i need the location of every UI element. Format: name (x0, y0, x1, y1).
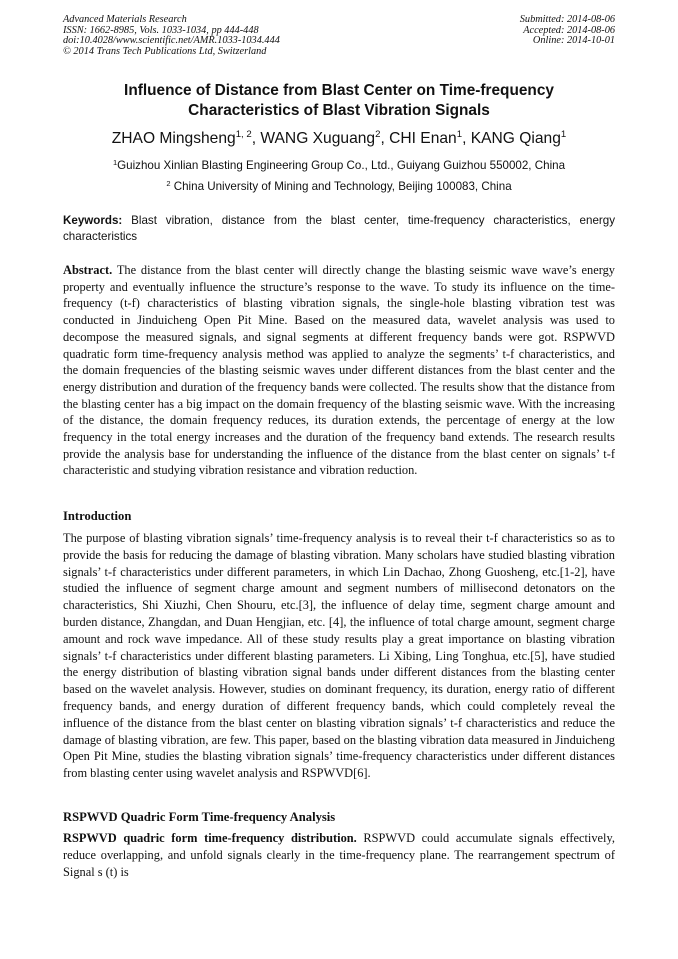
author-affiliation-mark: 1, 2 (235, 129, 252, 140)
author-name: CHI Enan (389, 130, 457, 147)
affiliation-2 (63, 179, 615, 194)
keywords-text: Blast vibration, distance from the blast center, time-frequency characteristics, energy characteristics (63, 214, 615, 243)
author-affiliation-mark: 1 (456, 129, 463, 140)
affiliation-text: China University of Mining and Technology, Beijing 100083, China (170, 180, 512, 193)
journal-header-left (63, 15, 280, 57)
author-affiliation-mark: 2 (375, 129, 381, 140)
rspwvd-paragraph (63, 830, 615, 880)
submitted-date: Submitted: 2014-08-06 (519, 14, 615, 25)
journal-issn: ISSN: 1662-8985, Vols. 1033-1034, pp 444-448 (63, 24, 259, 36)
accepted-date: Accepted: 2014-08-06 (523, 24, 615, 36)
online-date: Online: 2014-10-01 (532, 35, 615, 47)
journal-name: Advanced Materials Research (63, 14, 187, 25)
author-name: KANG Qiang (470, 130, 561, 147)
author-affiliation-mark: 1 (560, 129, 567, 140)
keywords-label: Keywords: (63, 214, 123, 227)
rspwvd-subheading: RSPWVD quadric form time-frequency distribution. (63, 831, 357, 845)
affiliation-1 (63, 158, 615, 173)
introduction-paragraph: The purpose of blasting vibration signals’ time-frequency analysis is to reveal their t-f characteristics so as to provide the basis for reducing the damage of blasting vibration. Many scholars have studied blasting vibration signals’ t-f characteristics under different parameters, in which Lin Dachao, Zhong Guosheng, etc.[1-2], have studied the influence of segment charge amount and segment numbers of millisecond detonators on the characteristics, Shi Xiuzhi, Chen Shouru, etc.[3], the influence of delay time, segment charge amount and burden distance, Zhangdan, and Duan Hengjian, etc. [4], the influence of total charge amount, segment charge amount and rock wave impedance. All of these study results play a great importance on blasting vibration signals’ t-f characteristics under different blasting parameters. Li Xibing, Ling Tonghua, etc.[5], have studied the energy distribution of blasting vibration signal bands under different distances from the blasting center based on the wavelet analysis. However, studies on dominant frequency, its duration, energy ratio of different frequency bands, and energy duration of different frequency bands, which could completely reveal the influence of the distance from the blast center on blasting vibration signals’ t-f characteristics and reduce the damage of blasting vibration, are few. This paper, based on the blasting vibration data measured in Jinduicheng Open Pit Mine, studies the blasting vibration signals’ time-frequency characteristics under different distances from blasting center using wavelet analysis and RSPWVD[6]. (63, 531, 615, 781)
author-separator: , (380, 130, 390, 147)
rspwvd-heading: RSPWVD Quadric Form Time-frequency Analysis (63, 810, 336, 824)
affiliation-mark: 2 (166, 179, 171, 188)
introduction-heading: Introduction (63, 509, 132, 523)
journal-copyright: © 2014 Trans Tech Publications Ltd, Switzerland (63, 45, 267, 57)
abstract-label: Abstract. (63, 263, 113, 277)
title-line-1: Influence of Distance from Blast Center on Time-frequency (124, 82, 554, 99)
author-name: WANG Xuguang (260, 130, 376, 147)
paper-title (63, 81, 615, 121)
author-separator: , (462, 130, 471, 147)
rspwvd-text: RSPWVD could accumulate signals effectively, reduce overlapping, and unfold signals clearly in the time-frequency plane. The rearrangement spectrum of Signal s (t) is (63, 831, 615, 879)
affiliation-mark: 1 (112, 158, 118, 167)
abstract (63, 262, 615, 479)
journal-doi: doi:10.4028/www.scientific.net/AMR.1033-1034.444 (63, 35, 280, 47)
author-name: ZHAO Mingsheng (111, 130, 236, 147)
affiliation-text: Guizhou Xinlian Blasting Engineering Group Co., Ltd., Guiyang Guizhou 550002, China (117, 159, 566, 172)
author-separator: , (251, 130, 261, 147)
journal-header-right (520, 15, 615, 47)
author-list (63, 129, 615, 149)
title-line-2: Characteristics of Blast Vibration Signals (188, 102, 490, 119)
keywords (63, 213, 615, 245)
abstract-text: The distance from the blast center will directly change the blasting seismic wave wave’s energy property and eventually influence the structure’s response to the wave. To study its influence on the time-frequency (t-f) characteristics of blasting vibration signals, the single-hole blasting vibration test was conducted in Jinduicheng Open Pit Mine. Based on the measured data, wavelet analysis was used to decompose the measured signals, and signal segments at different frequency bands were got. RSPWVD quadratic form time-frequency analysis method was applied to analyze the segments’ t-f characteristics, and the domain frequencies of the blasting seismic waves under different distances from the blast center and the energy distribution and duration of the frequency bands were collected. The results show that the distance from the blasting center has a big impact on the domain frequency of the blasting seismic wave. With the increasing of the distance, the domain frequency reduces, its duration extends, the percentage of energy at the low frequency in the total energy increases and the duration of the frequency band extends. The research results provide the analysis base for understanding the influence of the distance from the blast center on signals’ t-f characteristic and studying vibration resistance and vibration reduction. (63, 263, 615, 478)
